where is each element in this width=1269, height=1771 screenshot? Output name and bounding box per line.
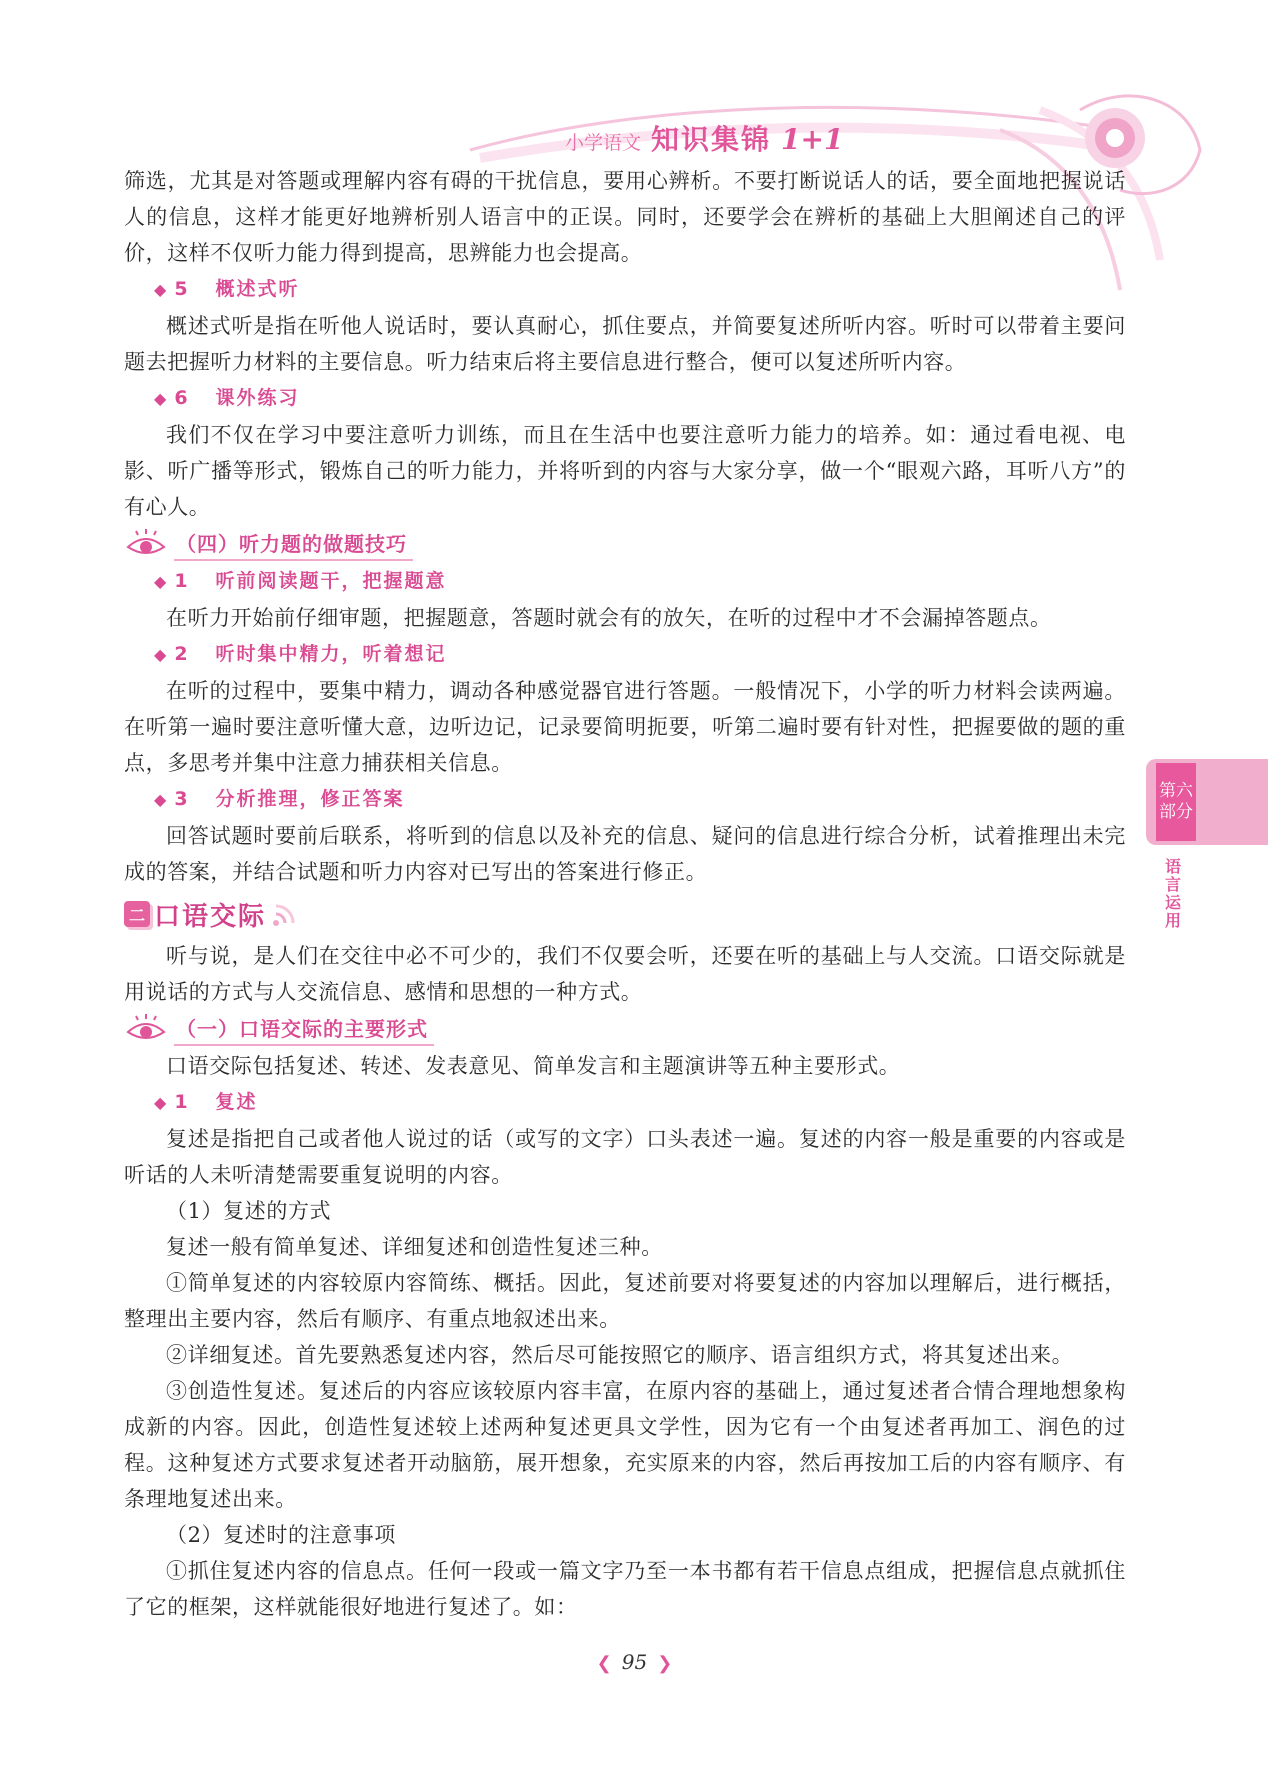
- diamond-icon: ◆: [154, 645, 169, 664]
- subheading: ◆ 5 概述式听: [154, 278, 300, 300]
- major-heading: [124, 892, 1126, 936]
- paragraph: 在听的过程中，要集中精力，调动各种感觉器官进行答题。一般情况下，小学的听力材料会读两遍。在听第一遍时要注意听懂大意，边听边记，记录要简明扼要，听第二遍时要有针对性，把握要做的题的重点，多思考并集中注意力捕获相关信息。: [124, 679, 1126, 775]
- right-arrow-icon: ❯: [657, 1653, 673, 1674]
- major-heading-title: 口语交际: [154, 901, 267, 932]
- paragraph: 回答试题时要前后联系，将听到的信息以及补充的信息、疑问的信息进行综合分析，试着推理出未完成的答案，并结合试题和听力内容对已写出的答案进行修正。: [124, 824, 1126, 884]
- paragraph: ①抓住复述内容的信息点。任何一段或一篇文字乃至一本书都有若干信息点组成，把握信息点就抓住了它的框架，这样就能很好地进行复述了。如：: [124, 1559, 1126, 1619]
- paragraph: 复述一般有简单复述、详细复述和创造性复述三种。: [166, 1235, 663, 1259]
- eye-icon: [124, 529, 168, 559]
- subheading: ◆ 1 听前阅读题干，把握题意: [154, 570, 447, 592]
- paragraph: ③创造性复述。复述后的内容应该较原内容丰富，在原内容的基础上，通过复述者合情合理地想象构成新的内容。因此，创造性复述较上述两种复述更具文学性，因为它有一个由复述者再加工、润色的过程。这种复述方式要求复述者开动脑筋，展开想象，充实原来的内容，然后再按加工后的内容有顺序、有条理地复述出来。: [124, 1379, 1126, 1511]
- subheading: ◆ 6 课外练习: [154, 387, 300, 409]
- diamond-icon: ◆: [154, 1093, 169, 1112]
- page-content: [124, 163, 1126, 1625]
- subheading: ◆ 2 听时集中精力，听着想记: [154, 643, 447, 665]
- diamond-icon: ◆: [154, 790, 169, 809]
- numbered-subpoint: （1）复述的方式: [166, 1199, 332, 1223]
- paragraph: 筛选，尤其是对答题或理解内容有碍的干扰信息，要用心辨析。不要打断说话人的话，要全面地把握说话人的信息，这样才能更好地辨析别人语言中的正误。同时，还要学会在辨析的基础上大胆阐述自己的评价，这样不仅听力能力得到提高，思辨能力也会提高。: [124, 169, 1126, 265]
- diamond-icon: ◆: [154, 572, 169, 591]
- subheading: ◆ 1 复述: [154, 1091, 258, 1113]
- header-series-title: 知识集锦: [651, 123, 772, 156]
- diamond-icon: ◆: [154, 389, 169, 408]
- section-heading: （四）听力题的做题技巧: [124, 525, 1126, 563]
- section-heading: （一）口语交际的主要形式: [124, 1010, 1126, 1048]
- header-subject: 小学语文: [565, 132, 642, 154]
- part-side-tab: [1146, 759, 1268, 845]
- paragraph: ①简单复述的内容较原内容简练、概括。因此，复述前要对将要复述的内容加以理解后，进行概括，整理出主要内容，然后有顺序、有重点地叙述出来。: [124, 1271, 1126, 1331]
- paragraph: ②详细复述。首先要熟悉复述内容，然后尽可能按照它的顺序、语言组织方式，将其复述出来。: [166, 1343, 1074, 1367]
- numbered-subpoint: （2）复述时的注意事项: [166, 1523, 396, 1547]
- paragraph: 听与说，是人们在交往中必不可少的，我们不仅要会听，还要在听的基础上与人交流。口语交际就是用说话的方式与人交流信息、感情和思想的一种方式。: [124, 944, 1126, 1004]
- left-arrow-icon: ❮: [596, 1653, 612, 1674]
- paragraph: 在听力开始前仔细审题，把握题意，答题时就会有的放矢，在听的过程中才不会漏掉答题点。: [166, 606, 1052, 630]
- section-number-badge: 二: [124, 901, 150, 927]
- diamond-icon: ◆: [154, 280, 169, 299]
- header-formula: 1+1: [781, 123, 844, 156]
- eye-icon: [124, 1014, 168, 1044]
- paragraph: 复述是指把自己或者他人说过的话（或写的文字）口头表述一遍。复述的内容一般是重要的内容或是听话的人未听清楚需要重复说明的内容。: [124, 1127, 1126, 1187]
- page-number: ❮ 95 ❯: [596, 1650, 673, 1674]
- header-title: [565, 118, 843, 158]
- subheading: ◆ 3 分析推理，修正答案: [154, 788, 405, 810]
- part-category-label: 语言运用: [1164, 857, 1181, 930]
- signal-waves-icon: [272, 899, 302, 929]
- paragraph: 我们不仅在学习中要注意听力训练，而且在生活中也要注意听力能力的培养。如：通过看电视、电影、听广播等形式，锻炼自己的听力能力，并将听到的内容与大家分享，做一个“眼观六路，耳听八方”的有心人。: [124, 423, 1126, 519]
- paragraph: 口语交际包括复述、转述、发表意见、简单发言和主题演讲等五种主要形式。: [166, 1054, 901, 1078]
- paragraph: 概述式听是指在听他人说话时，要认真耐心，抓住要点，并简要复述所听内容。听时可以带着主要问题去把握听力材料的主要信息。听力结束后将主要信息进行整合，便可以复述所听内容。: [124, 314, 1126, 374]
- part-label: 第六 部分: [1156, 763, 1196, 841]
